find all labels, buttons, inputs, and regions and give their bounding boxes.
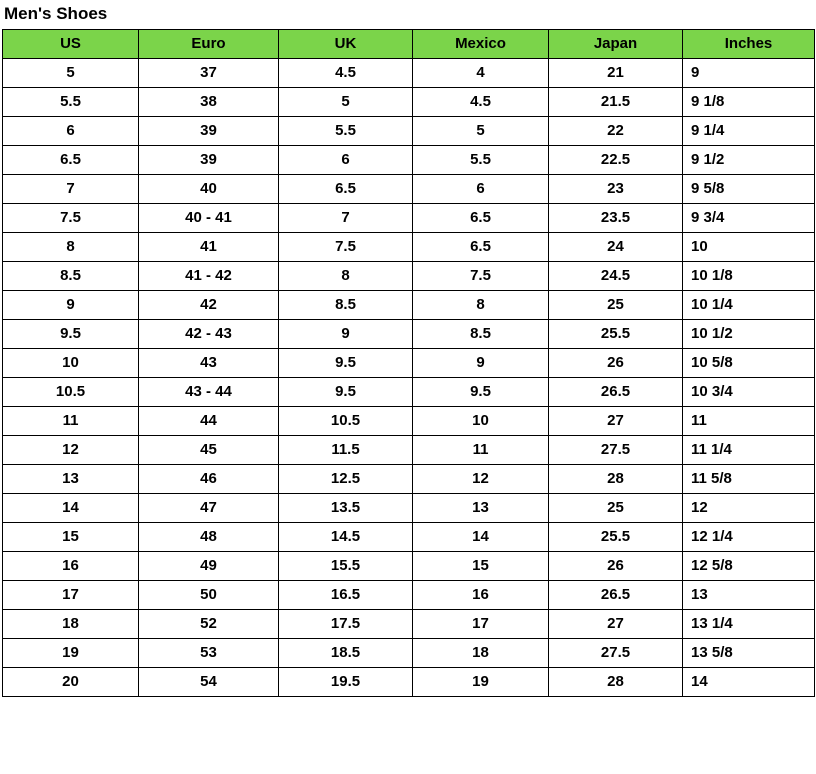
cell-mexico: 4 bbox=[413, 59, 549, 88]
cell-inches: 13 5/8 bbox=[683, 639, 815, 668]
cell-euro: 54 bbox=[139, 668, 279, 697]
cell-mexico: 7.5 bbox=[413, 262, 549, 291]
cell-us: 14 bbox=[3, 494, 139, 523]
cell-japan: 21.5 bbox=[549, 88, 683, 117]
cell-euro: 42 bbox=[139, 291, 279, 320]
cell-japan: 22.5 bbox=[549, 146, 683, 175]
cell-inches: 10 3/4 bbox=[683, 378, 815, 407]
cell-uk: 5 bbox=[279, 88, 413, 117]
cell-uk: 9.5 bbox=[279, 378, 413, 407]
cell-japan: 25 bbox=[549, 291, 683, 320]
cell-us: 18 bbox=[3, 610, 139, 639]
cell-us: 17 bbox=[3, 581, 139, 610]
table-row bbox=[3, 407, 815, 436]
cell-mexico: 8 bbox=[413, 291, 549, 320]
cell-euro: 50 bbox=[139, 581, 279, 610]
page-title: Men's Shoes bbox=[4, 4, 108, 23]
cell-japan: 24 bbox=[549, 233, 683, 262]
cell-japan: 27 bbox=[549, 407, 683, 436]
cell-uk: 12.5 bbox=[279, 465, 413, 494]
cell-inches: 11 5/8 bbox=[683, 465, 815, 494]
cell-euro: 42 - 43 bbox=[139, 320, 279, 349]
column-header-japan: Japan bbox=[549, 30, 683, 59]
cell-euro: 39 bbox=[139, 146, 279, 175]
table-row bbox=[3, 378, 815, 407]
cell-inches: 10 bbox=[683, 233, 815, 262]
cell-inches: 9 5/8 bbox=[683, 175, 815, 204]
cell-uk: 10.5 bbox=[279, 407, 413, 436]
table-row bbox=[3, 552, 815, 581]
column-header-uk: UK bbox=[279, 30, 413, 59]
cell-uk: 9 bbox=[279, 320, 413, 349]
cell-euro: 44 bbox=[139, 407, 279, 436]
cell-inches: 9 bbox=[683, 59, 815, 88]
cell-euro: 43 - 44 bbox=[139, 378, 279, 407]
table-row bbox=[3, 465, 815, 494]
cell-us: 9 bbox=[3, 291, 139, 320]
cell-us: 12 bbox=[3, 436, 139, 465]
cell-euro: 46 bbox=[139, 465, 279, 494]
cell-euro: 37 bbox=[139, 59, 279, 88]
cell-japan: 26.5 bbox=[549, 581, 683, 610]
cell-uk: 7 bbox=[279, 204, 413, 233]
cell-inches: 11 bbox=[683, 407, 815, 436]
cell-japan: 27 bbox=[549, 610, 683, 639]
column-header-euro: Euro bbox=[139, 30, 279, 59]
cell-euro: 45 bbox=[139, 436, 279, 465]
cell-inches: 10 1/2 bbox=[683, 320, 815, 349]
cell-mexico: 11 bbox=[413, 436, 549, 465]
cell-uk: 9.5 bbox=[279, 349, 413, 378]
cell-mexico: 5.5 bbox=[413, 146, 549, 175]
cell-mexico: 9.5 bbox=[413, 378, 549, 407]
cell-mexico: 15 bbox=[413, 552, 549, 581]
cell-mexico: 8.5 bbox=[413, 320, 549, 349]
cell-uk: 8.5 bbox=[279, 291, 413, 320]
table-body bbox=[3, 59, 815, 697]
cell-japan: 24.5 bbox=[549, 262, 683, 291]
cell-us: 11 bbox=[3, 407, 139, 436]
cell-us: 5.5 bbox=[3, 88, 139, 117]
cell-uk: 11.5 bbox=[279, 436, 413, 465]
cell-mexico: 19 bbox=[413, 668, 549, 697]
cell-uk: 19.5 bbox=[279, 668, 413, 697]
cell-us: 13 bbox=[3, 465, 139, 494]
cell-inches: 13 1/4 bbox=[683, 610, 815, 639]
table-row bbox=[3, 175, 815, 204]
cell-mexico: 4.5 bbox=[413, 88, 549, 117]
cell-japan: 27.5 bbox=[549, 639, 683, 668]
cell-euro: 53 bbox=[139, 639, 279, 668]
cell-us: 8.5 bbox=[3, 262, 139, 291]
cell-inches: 12 5/8 bbox=[683, 552, 815, 581]
cell-uk: 15.5 bbox=[279, 552, 413, 581]
table-row bbox=[3, 233, 815, 262]
cell-mexico: 18 bbox=[413, 639, 549, 668]
cell-us: 9.5 bbox=[3, 320, 139, 349]
cell-inches: 12 1/4 bbox=[683, 523, 815, 552]
cell-japan: 22 bbox=[549, 117, 683, 146]
cell-mexico: 6.5 bbox=[413, 233, 549, 262]
cell-japan: 26 bbox=[549, 552, 683, 581]
table-row bbox=[3, 88, 815, 117]
cell-uk: 7.5 bbox=[279, 233, 413, 262]
cell-inches: 9 1/8 bbox=[683, 88, 815, 117]
cell-euro: 41 - 42 bbox=[139, 262, 279, 291]
cell-mexico: 6.5 bbox=[413, 204, 549, 233]
table-row bbox=[3, 436, 815, 465]
cell-us: 7.5 bbox=[3, 204, 139, 233]
cell-japan: 25 bbox=[549, 494, 683, 523]
column-header-us: US bbox=[3, 30, 139, 59]
cell-us: 16 bbox=[3, 552, 139, 581]
cell-us: 6.5 bbox=[3, 146, 139, 175]
cell-japan: 26.5 bbox=[549, 378, 683, 407]
table-header-row bbox=[3, 30, 815, 59]
cell-mexico: 10 bbox=[413, 407, 549, 436]
cell-mexico: 5 bbox=[413, 117, 549, 146]
cell-uk: 13.5 bbox=[279, 494, 413, 523]
cell-japan: 25.5 bbox=[549, 320, 683, 349]
cell-uk: 18.5 bbox=[279, 639, 413, 668]
cell-inches: 10 1/8 bbox=[683, 262, 815, 291]
cell-mexico: 9 bbox=[413, 349, 549, 378]
cell-us: 19 bbox=[3, 639, 139, 668]
table-row bbox=[3, 146, 815, 175]
cell-japan: 23 bbox=[549, 175, 683, 204]
table-row bbox=[3, 610, 815, 639]
cell-us: 20 bbox=[3, 668, 139, 697]
table-row bbox=[3, 204, 815, 233]
cell-uk: 8 bbox=[279, 262, 413, 291]
cell-japan: 28 bbox=[549, 465, 683, 494]
table-row bbox=[3, 668, 815, 697]
cell-inches: 9 1/4 bbox=[683, 117, 815, 146]
cell-euro: 39 bbox=[139, 117, 279, 146]
cell-uk: 14.5 bbox=[279, 523, 413, 552]
cell-japan: 26 bbox=[549, 349, 683, 378]
cell-euro: 43 bbox=[139, 349, 279, 378]
cell-uk: 17.5 bbox=[279, 610, 413, 639]
cell-uk: 16.5 bbox=[279, 581, 413, 610]
column-header-inches: Inches bbox=[683, 30, 815, 59]
cell-inches: 9 1/2 bbox=[683, 146, 815, 175]
cell-us: 5 bbox=[3, 59, 139, 88]
table-row bbox=[3, 117, 815, 146]
cell-mexico: 6 bbox=[413, 175, 549, 204]
cell-euro: 41 bbox=[139, 233, 279, 262]
cell-inches: 9 3/4 bbox=[683, 204, 815, 233]
cell-inches: 10 1/4 bbox=[683, 291, 815, 320]
table-row bbox=[3, 349, 815, 378]
shoe-size-chart-table bbox=[2, 29, 815, 697]
cell-euro: 47 bbox=[139, 494, 279, 523]
cell-japan: 21 bbox=[549, 59, 683, 88]
table-row bbox=[3, 59, 815, 88]
cell-mexico: 14 bbox=[413, 523, 549, 552]
cell-euro: 52 bbox=[139, 610, 279, 639]
table-row bbox=[3, 291, 815, 320]
table-row bbox=[3, 320, 815, 349]
cell-us: 10.5 bbox=[3, 378, 139, 407]
cell-japan: 25.5 bbox=[549, 523, 683, 552]
cell-uk: 6 bbox=[279, 146, 413, 175]
cell-uk: 5.5 bbox=[279, 117, 413, 146]
cell-us: 10 bbox=[3, 349, 139, 378]
cell-inches: 13 bbox=[683, 581, 815, 610]
column-header-mexico: Mexico bbox=[413, 30, 549, 59]
table-row bbox=[3, 523, 815, 552]
table-row bbox=[3, 262, 815, 291]
cell-us: 6 bbox=[3, 117, 139, 146]
cell-inches: 14 bbox=[683, 668, 815, 697]
cell-euro: 40 - 41 bbox=[139, 204, 279, 233]
table-row bbox=[3, 639, 815, 668]
cell-mexico: 17 bbox=[413, 610, 549, 639]
cell-euro: 38 bbox=[139, 88, 279, 117]
table-row bbox=[3, 581, 815, 610]
cell-uk: 4.5 bbox=[279, 59, 413, 88]
cell-japan: 23.5 bbox=[549, 204, 683, 233]
cell-mexico: 13 bbox=[413, 494, 549, 523]
table-row bbox=[3, 494, 815, 523]
cell-us: 15 bbox=[3, 523, 139, 552]
cell-mexico: 12 bbox=[413, 465, 549, 494]
cell-uk: 6.5 bbox=[279, 175, 413, 204]
cell-us: 8 bbox=[3, 233, 139, 262]
cell-inches: 10 5/8 bbox=[683, 349, 815, 378]
cell-euro: 40 bbox=[139, 175, 279, 204]
table-header bbox=[3, 30, 815, 59]
cell-euro: 49 bbox=[139, 552, 279, 581]
cell-us: 7 bbox=[3, 175, 139, 204]
cell-inches: 11 1/4 bbox=[683, 436, 815, 465]
cell-japan: 27.5 bbox=[549, 436, 683, 465]
cell-japan: 28 bbox=[549, 668, 683, 697]
cell-mexico: 16 bbox=[413, 581, 549, 610]
cell-inches: 12 bbox=[683, 494, 815, 523]
cell-euro: 48 bbox=[139, 523, 279, 552]
